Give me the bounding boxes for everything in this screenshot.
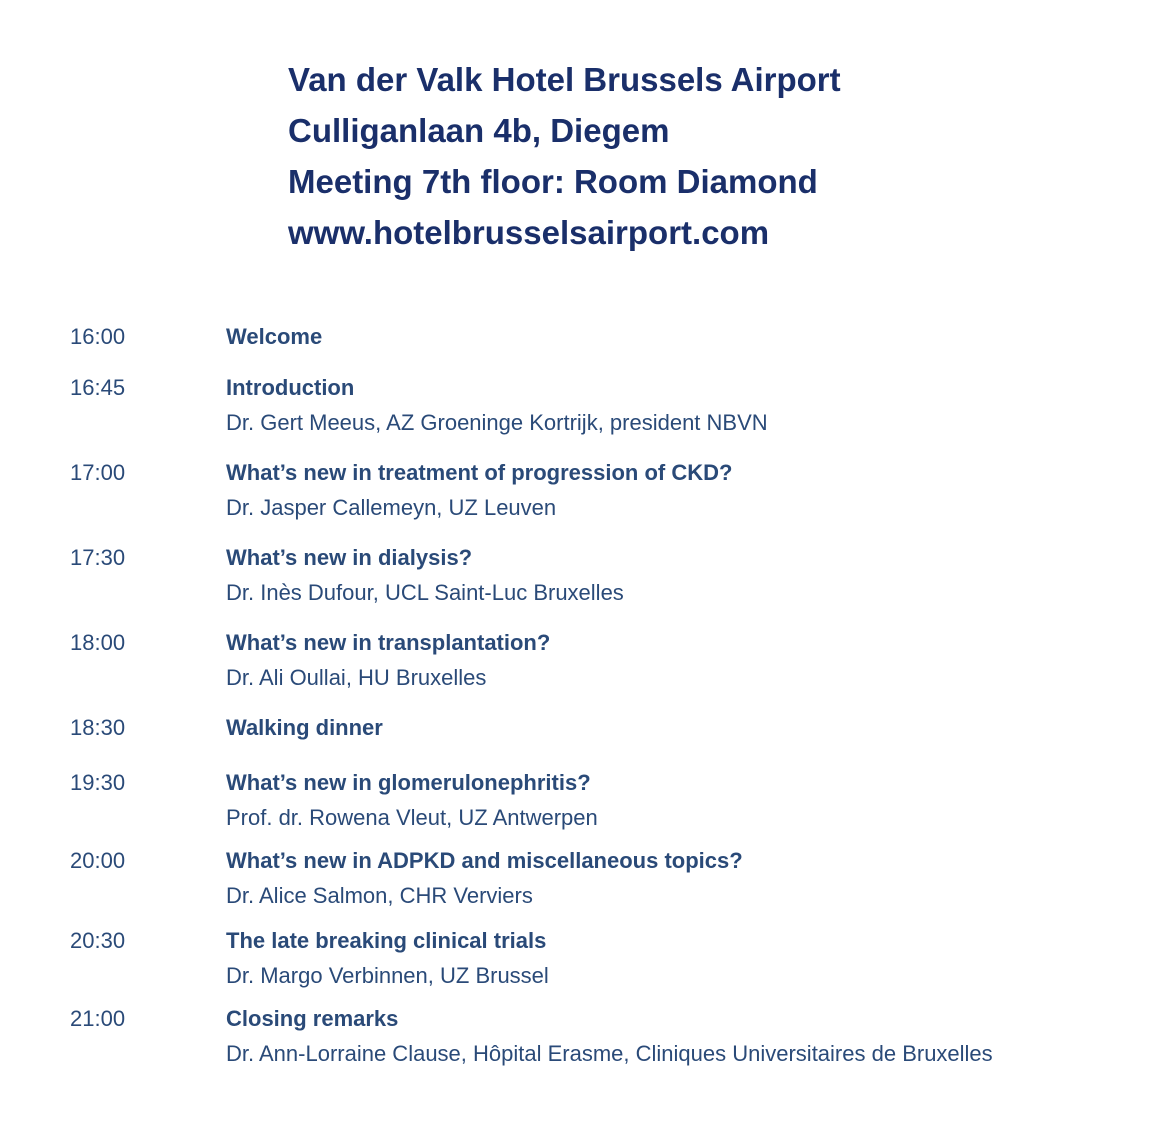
venue-website: www.hotelbrusselsairport.com [288, 214, 770, 251]
agenda-title: What’s new in transplantation? [226, 630, 551, 655]
agenda-speaker: Dr. Alice Salmon, CHR Verviers [226, 883, 533, 908]
agenda-time: 16:00 [70, 324, 126, 349]
agenda-speaker: Prof. dr. Rowena Vleut, UZ Antwerpen [226, 805, 598, 830]
agenda-title: Walking dinner [226, 715, 383, 740]
agenda-time: 18:00 [70, 630, 126, 655]
agenda-title: Welcome [226, 324, 323, 349]
venue-address: Culliganlaan 4b, Diegem [288, 112, 670, 149]
agenda-title: The late breaking clinical trials [226, 928, 547, 953]
agenda-speaker: Dr. Ann-Lorraine Clause, Hôpital Erasme, Cliniques Universitaires de Bruxelles [226, 1041, 993, 1066]
agenda-time: 17:30 [70, 545, 126, 570]
venue-name: Van der Valk Hotel Brussels Airport [288, 61, 841, 98]
meeting-room: Meeting 7th floor: Room Diamond [288, 163, 818, 200]
agenda-speaker: Dr. Inès Dufour, UCL Saint-Luc Bruxelles [226, 580, 624, 605]
agenda-title: What’s new in dialysis? [226, 545, 473, 570]
agenda-speaker: Dr. Gert Meeus, AZ Groeninge Kortrijk, president NBVN [226, 410, 768, 435]
agenda-time: 20:00 [70, 848, 126, 873]
agenda-title: What’s new in glomerulonephritis? [226, 770, 591, 795]
agenda-time: 20:30 [70, 928, 126, 953]
agenda-time: 21:00 [70, 1006, 126, 1031]
agenda-title: What’s new in treatment of progression of CKD? [226, 460, 733, 485]
agenda-title: Introduction [226, 375, 355, 400]
agenda-speaker: Dr. Ali Oullai, HU Bruxelles [226, 665, 487, 690]
agenda-time: 18:30 [70, 715, 126, 740]
agenda-title: Closing remarks [226, 1006, 399, 1031]
agenda-speaker: Dr. Jasper Callemeyn, UZ Leuven [226, 495, 557, 520]
agenda-time: 16:45 [70, 375, 126, 400]
agenda-speaker: Dr. Margo Verbinnen, UZ Brussel [226, 963, 549, 988]
agenda-title: What’s new in ADPKD and miscellaneous topics? [226, 848, 743, 873]
agenda-time: 19:30 [70, 770, 126, 795]
agenda-time: 17:00 [70, 460, 126, 485]
